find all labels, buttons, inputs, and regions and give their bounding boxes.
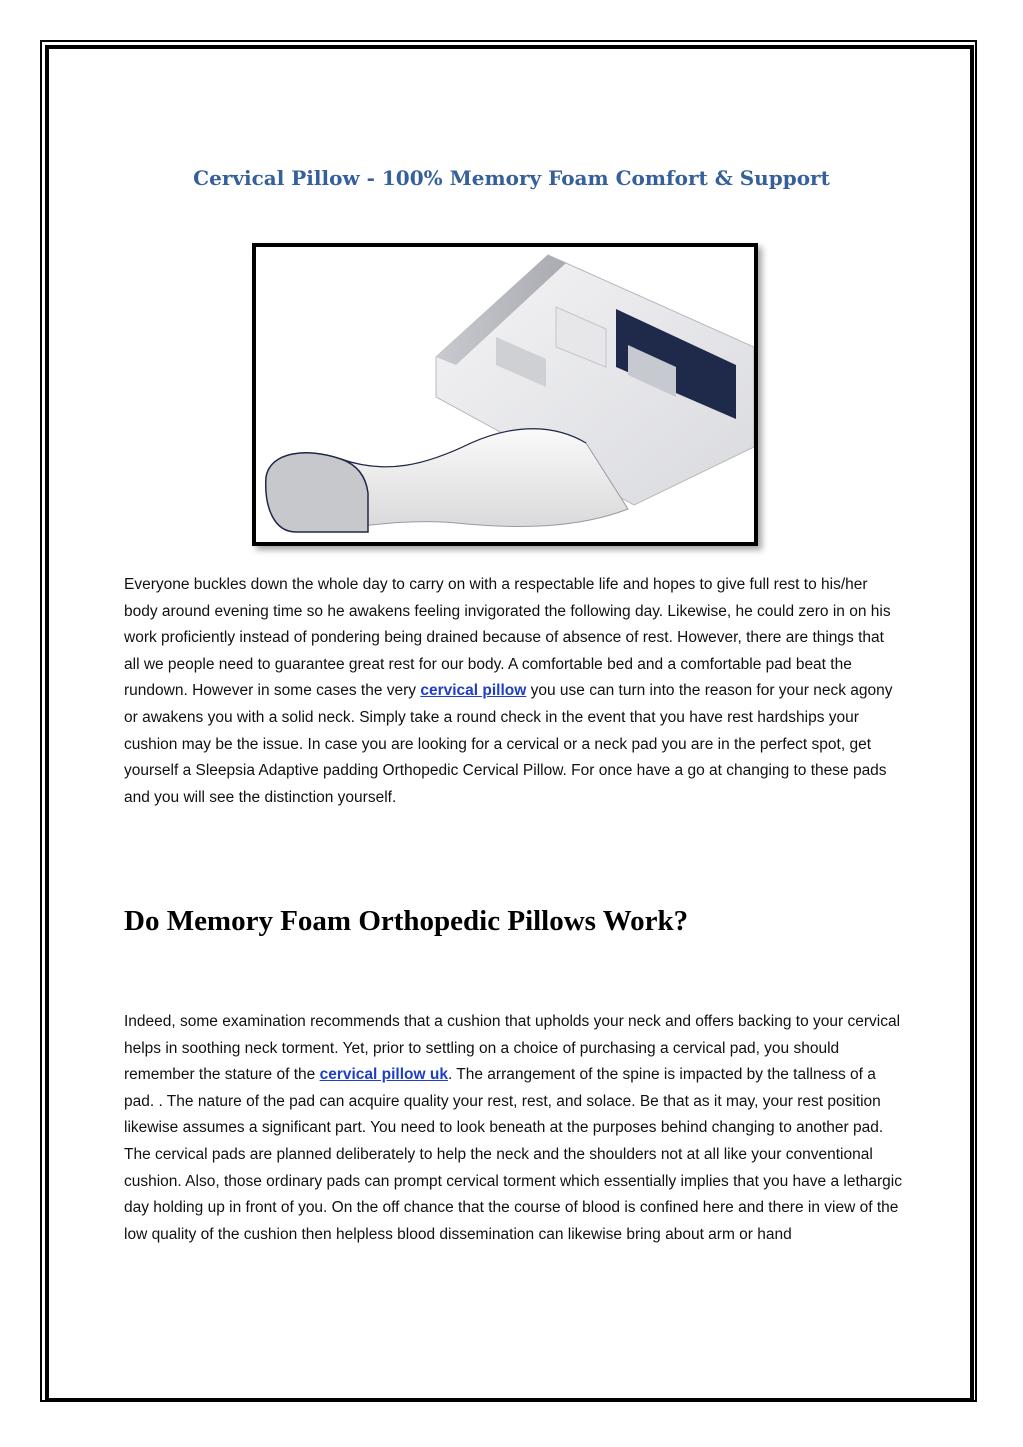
intro-text-after-link: you use can turn into the reason for your neck agony or awakens you with a solid neck. Simply take a round check in the event that you have rest hardships your cushion may be the issue. In case you are looking for a cervical or a neck pad you are in the perfect spot, get yourself a Sleepsia Adaptive padding Orthopedic Cervical Pillow. For once have a go at changing to these pads and you will see the distinction yourself. (124, 682, 893, 806)
cervical-pillow-link[interactable]: cervical pillow (420, 682, 527, 700)
product-photo (252, 243, 758, 546)
pillow-illustration (256, 247, 754, 542)
cervical-pillow-uk-link[interactable]: cervical pillow uk (319, 1066, 448, 1084)
page-title: Cervical Pillow - 100% Memory Foam Comfort & Support (193, 166, 830, 190)
section-heading: Do Memory Foam Orthopedic Pillows Work? (124, 905, 689, 937)
section-text-after-link: . The arrangement of the spine is impacted by the tallness of a pad. . The nature of the pad can acquire quality your rest, rest, and solace. Be that as it may, your rest position likewise assumes a significant part. You need to look beneath at the purposes behind changing to another pad. The cervical pads are planned deliberately to help the neck and the shoulders not at all like your conventional cushion. Also, those ordinary pads can prompt cervical torment which essentially implies that you have a lethargic day holding up in front of you. On the off chance that the course of blood is confined here and there in view of the low quality of the cushion then helpless blood dissemination can likewise bring about arm or hand (124, 1066, 902, 1243)
section-text-before-link: Indeed, some examination recommends that a cushion that upholds your neck and offers backing to your cervical helps in soothing neck torment. Yet, prior to settling on a choice of purchasing a cervical pad, you should remember the stature of the (124, 1013, 901, 1084)
intro-text-before-link: Everyone buckles down the whole day to carry on with a respectable life and hopes to give full rest to his/her body around evening time so he awakens feeling invigorated the following day. Likewise, he could zero in on his work proficiently instead of pondering being drained because of absence of rest. However, there are things that all we people need to guarantee great rest for our body. A comfortable bed and a comfortable pad beat the rundown. However in some cases the very (124, 576, 891, 700)
intro-paragraph (124, 572, 902, 811)
section-paragraph (124, 1009, 902, 1248)
